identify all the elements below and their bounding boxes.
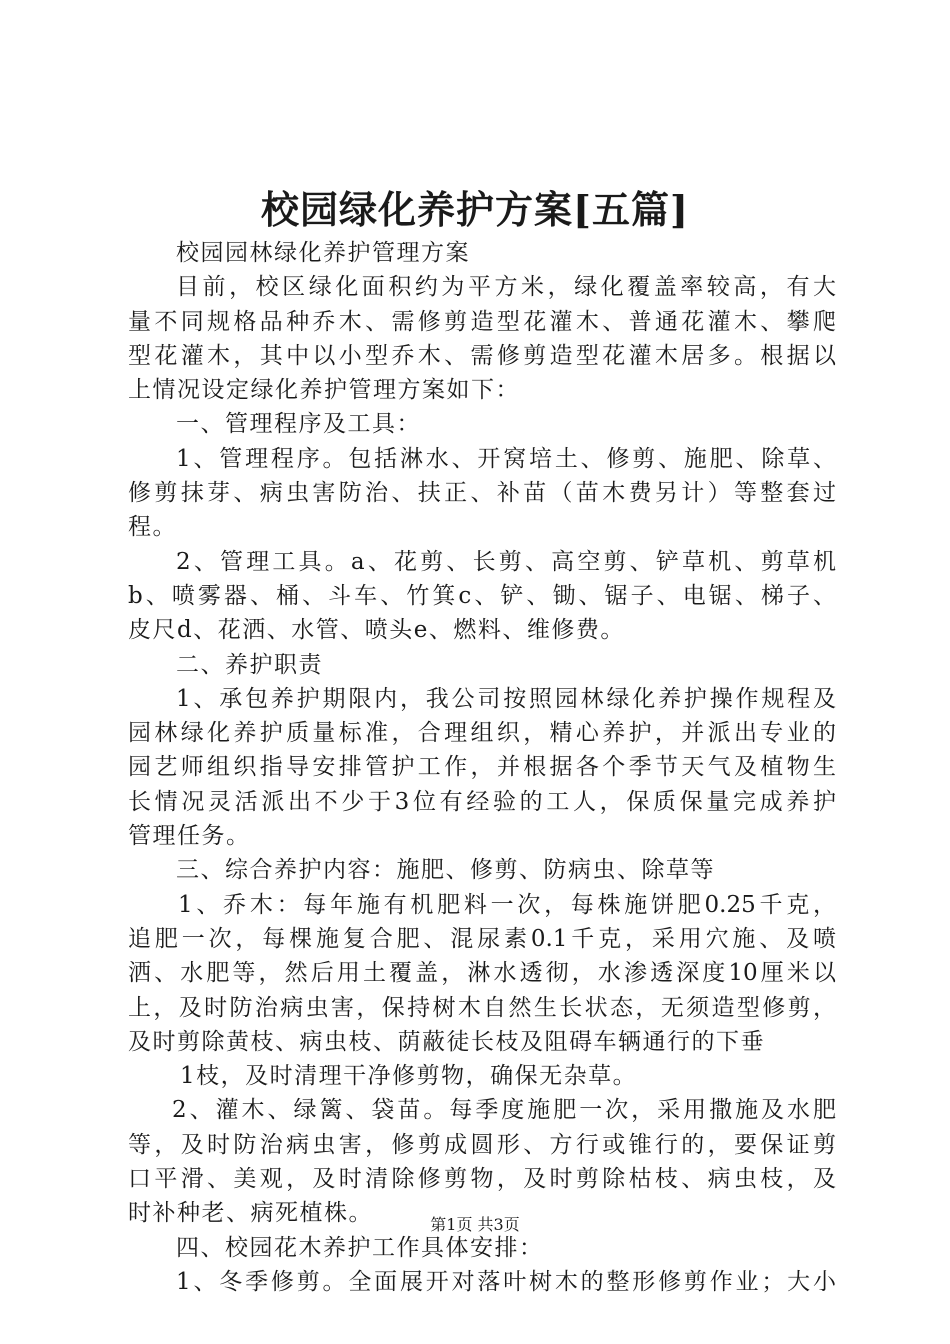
paragraph-line: 1、冬季修剪。全面展开对落叶树木的整形修剪作业；大小: [176, 1268, 836, 1295]
paragraph-line: 2、管理工具。a、花剪、长剪、高空剪、铲草机、剪草机: [176, 548, 836, 575]
paragraph-line: 等，及时防治病虫害，修剪成圆形、方行或锥行的，要保证剪: [128, 1131, 836, 1158]
paragraph-line: b、喷雾器、桶、斗车、竹箕c、铲、锄、锯子、电锯、梯子、: [128, 582, 836, 609]
section-heading: 一、管理程序及工具：: [176, 411, 421, 438]
paragraph-line: 长情况灵活派出不少于3位有经验的工人，保质保量完成养护: [128, 788, 836, 815]
paragraph-line: 程。: [128, 514, 177, 541]
paragraph-line: 目前，校区绿化面积约为平方米，绿化覆盖率较高，有大: [176, 274, 836, 301]
section-heading: 三、综合养护内容：施肥、修剪、防病虫、除草等: [176, 857, 715, 884]
paragraph-line: 管理任务。: [128, 823, 251, 850]
paragraph-line: 1枝，及时清理干净修剪物，确保无杂草。: [180, 1063, 638, 1090]
document-title: 校园绿化养护方案[五篇]: [261, 187, 689, 232]
paragraph-line: 2、灌木、绿篱、袋苗。每季度施肥一次，采用撒施及水肥: [172, 1097, 836, 1124]
section-heading: 四、校园花木养护工作具体安排：: [176, 1234, 544, 1261]
paragraph-line: 上，及时防治病虫害，保持树木自然生长状态，无须造型修剪，: [128, 994, 836, 1021]
section-heading: 二、养护职责: [176, 651, 323, 678]
subtitle-line: 校园园林绿化养护管理方案: [176, 240, 470, 266]
paragraph-line: 1、承包养护期限内，我公司按照园林绿化养护操作规程及: [176, 685, 836, 712]
page-number-footer: 第1页 共3页: [430, 1215, 520, 1234]
paragraph-line: 时补种老、病死植株。: [128, 1200, 373, 1227]
paragraph-line: 1、乔木：每年施有机肥料一次，每株施饼肥0.25千克，: [178, 891, 836, 918]
paragraph-line: 1、管理程序。包括淋水、开窝培土、修剪、施肥、除草、: [176, 445, 836, 472]
paragraph-line: 追肥一次，每棵施复合肥、混尿素0.1千克，采用穴施、及喷: [128, 925, 836, 952]
paragraph-line: 皮尺d、花洒、水管、喷头e、燃料、维修费。: [128, 617, 625, 644]
paragraph-line: 型花灌木，其中以小型乔木、需修剪造型花灌木居多。根据以: [128, 342, 836, 369]
paragraph-line: 口平滑、美观，及时清除修剪物，及时剪除枯枝、病虫枝，及: [128, 1166, 836, 1193]
paragraph-line: 上情况设定绿化养护管理方案如下：: [128, 377, 520, 404]
paragraph-line: 园艺师组织指导安排管护工作，并根据各个季节天气及植物生: [128, 754, 836, 781]
paragraph-line: 园林绿化养护质量标准，合理组织，精心养护，并派出专业的: [128, 720, 836, 747]
document-body: [128, 236, 836, 1299]
paragraph-line: 洒、水肥等，然后用土覆盖，淋水透彻，水渗透深度10厘米以: [128, 960, 836, 987]
paragraph-line: 修剪抹芽、病虫害防治、扶正、补苗（苗木费另计）等整套过: [128, 480, 836, 507]
paragraph-line: 及时剪除黄枝、病虫枝、荫蔽徒长枝及阻碍车辆通行的下垂: [128, 1028, 765, 1055]
paragraph-line: 量不同规格品种乔木、需修剪造型花灌木、普通花灌木、攀爬: [128, 308, 836, 335]
